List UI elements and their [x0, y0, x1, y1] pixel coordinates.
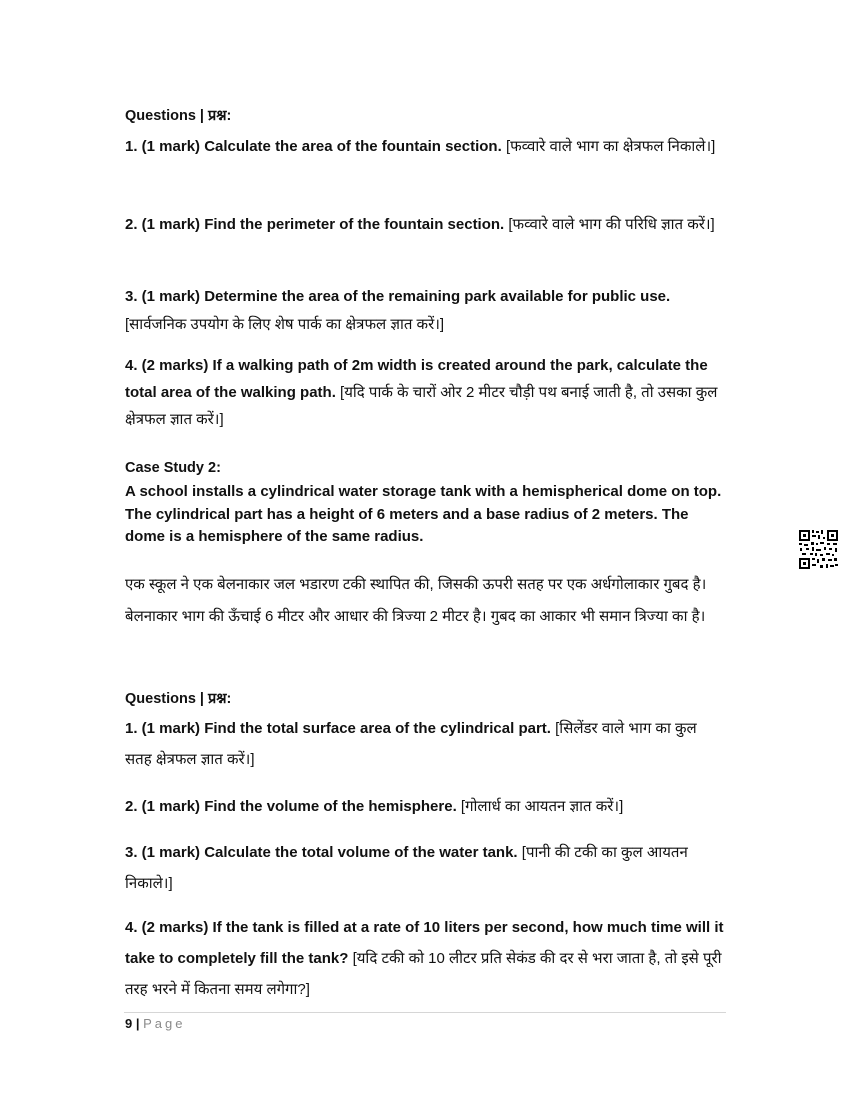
qr-code-icon [798, 529, 839, 570]
s2-question-4 [125, 912, 725, 1005]
s1-question-3 [125, 283, 725, 339]
footer-separator: | [135, 1016, 140, 1031]
section2-heading: Questions | प्रश्न: [125, 691, 232, 707]
question-text-hi: [यदि टकी को 10 लीटर प्रति सेकंड की दर से भरा जाता है, तो इसे पूरी तरह भरने में कितना समय लगेगा?] [125, 950, 722, 998]
s1-question-1 [125, 131, 725, 162]
page-number: 9 [125, 1016, 133, 1031]
question-text-en: 3. (1 mark) Calculate the total volume of the water tank. [125, 844, 518, 861]
case-study-title: Case Study 2: [125, 460, 221, 476]
s1-question-4 [125, 352, 725, 433]
document-page [125, 0, 725, 1100]
question-text-en: 4. (2 marks) If a walking path of 2m width is created around the park, calculate the total area of the walking path. [125, 357, 708, 401]
s2-question-1 [125, 713, 725, 775]
question-text-hi: [पानी की टकी का कुल आयतन निकाले।] [125, 844, 688, 892]
question-text-en: 4. (2 marks) If the tank is filled at a rate of 10 liters per second, how much time will it take to completely fill the tank? [125, 919, 724, 967]
question-text-hi: [गोलार्ध का आयतन ज्ञात करें।] [460, 798, 624, 815]
s2-question-2 [125, 791, 725, 822]
question-text-en: 3. (1 mark) Determine the area of the remaining park available for public use. [125, 288, 671, 305]
s1-question-2 [125, 209, 725, 240]
s2-question-3 [125, 837, 725, 899]
case-study-body-en: A school installs a cylindrical water storage tank with a hemispherical dome on top. The cylindrical part has a height of 6 meters and a base radius of 2 meters. The dome is a hemisphere of the same radius. [125, 483, 722, 545]
question-text-en: 1. (1 mark) Calculate the area of the fountain section. [125, 138, 502, 155]
page-label: Page [143, 1016, 186, 1031]
case-study-body-hi: एक स्कूल ने एक बेलनाकार जल भडारण टकी स्थापित की, जिसकी ऊपरी सतह पर एक अर्धगोलाकार गुबद है। बेलनाकार भाग की ऊँचाई 6 मीटर और आधार की त्रिज्या 2 मीटर है। गुबद का आकार भी समान त्रिज्या का है। [125, 576, 707, 625]
question-text-en: 2. (1 mark) Find the volume of the hemisphere. [125, 798, 457, 815]
footer-divider [124, 1012, 726, 1013]
question-text-hi: [सार्वजनिक उपयोग के लिए शेष पार्क का क्षेत्रफल ज्ञात करें।] [125, 316, 445, 333]
section1-heading: Questions | प्रश्न: [125, 108, 232, 124]
page-footer [125, 1016, 186, 1031]
question-text-en: 2. (1 mark) Find the perimeter of the fountain section. [125, 216, 505, 233]
question-text-hi: [सिलेंडर वाले भाग का कुल सतह क्षेत्रफल ज्ञात करें।] [125, 720, 697, 768]
question-text-hi: [फव्वारे वाले भाग का क्षेत्रफल निकाले।] [505, 138, 716, 155]
question-text-hi: [फव्वारे वाले भाग की परिधि ज्ञात करें।] [508, 216, 715, 233]
question-text-hi: [यदि पार्क के चारों ओर 2 मीटर चौड़ी पथ बनाई जाती है, तो उसका कुल क्षेत्रफल ज्ञात करें।] [125, 384, 718, 428]
question-text-en: 1. (1 mark) Find the total surface area of the cylindrical part. [125, 720, 551, 737]
